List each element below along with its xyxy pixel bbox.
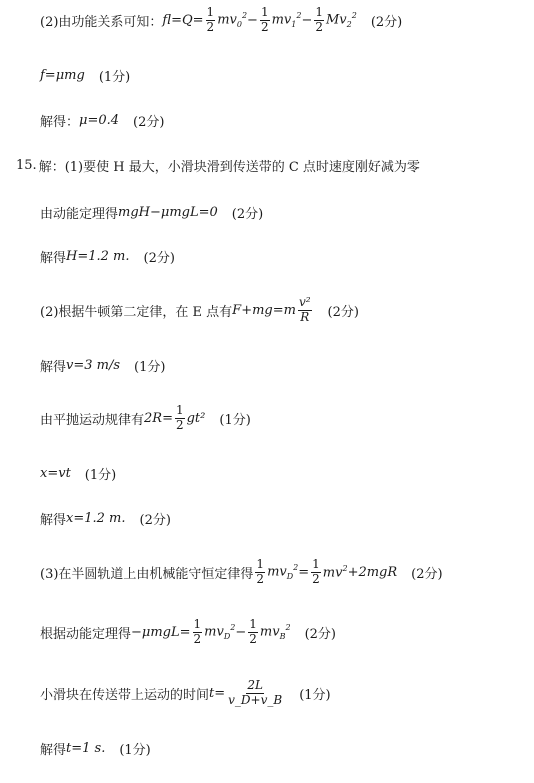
line-11 (40, 498, 171, 538)
line-1-eq: fl=Q= (162, 12, 204, 28)
line-9-eq: 2R= (144, 410, 173, 426)
line-14-eq: t= (209, 685, 226, 701)
line-5-prefix: 由动能定理得 (40, 206, 119, 222)
score: (2分) (327, 304, 359, 320)
half-fraction: $\frac{1}{2}$ (260, 5, 269, 34)
term-b: $mv_B^2$ (259, 623, 291, 641)
line-11-eq: x=1.2 m. (66, 510, 126, 526)
line-1: (2)由功能关系可知： fl=Q= $\frac{1}{2}$ $mv_0^2$ − $\frac{1}{2}$ $mv_1^2$ − $\frac{1}{2}$ $Mv_2^2$ (2分) (40, 5, 403, 34)
line-15-eq: t=1 s. (66, 740, 106, 756)
half-fraction: $\frac{1}{2}$ (249, 617, 257, 646)
term-2: $mv_1^2$ (271, 11, 302, 29)
line-6-prefix: 解得 (40, 250, 67, 266)
line-3 (40, 100, 164, 140)
line-13: 根据动能定理得 −μmgL= $\frac{1}{2}$ $mv_D^2$ − $\frac{1}{2}$ $mv_B^2$ (2分) (40, 617, 336, 646)
term-d: $mv_D^2$ (267, 563, 299, 581)
line-11-prefix: 解得 (40, 512, 67, 528)
half-fraction: $\frac{1}{2}$ (312, 557, 320, 586)
half-fraction: $\frac{1}{2}$ (206, 5, 215, 34)
line-12-tail: +2mgR (347, 564, 398, 580)
line-12: (3)在半圆轨道上由机械能守恒定律得 $\frac{1}{2}$ $mv_D^2$ = $\frac{1}{2}$ $mv^2$ +2mgR (2分) (40, 557, 443, 586)
term-1: $mv_0^2$ (217, 11, 248, 29)
score: (2分) (411, 566, 443, 582)
line-8-eq: v=3 m/s (66, 357, 121, 373)
score: (1分) (98, 69, 131, 85)
score: (2分) (139, 512, 171, 528)
question-number: 15. (16, 157, 37, 173)
term-v: $mv^2$ (322, 563, 348, 581)
term-3: $Mv_2^2$ (326, 11, 357, 29)
term-d: $mv_D^2$ (204, 623, 236, 641)
score: (1分) (84, 467, 117, 483)
line-14 (40, 673, 331, 713)
line-10-eq: x=vt (40, 465, 71, 481)
score: (1分) (134, 359, 166, 375)
half-fraction: $\frac{1}{2}$ (193, 617, 202, 646)
line-2 (40, 55, 130, 95)
line-10 (40, 453, 116, 493)
line-15 (40, 728, 151, 768)
time-fraction: $\frac{2L}{v\_D+v\_B}$ (228, 678, 283, 707)
line-13-eq: −μmgL= (131, 624, 191, 640)
score: (1分) (219, 412, 251, 428)
line-7 (40, 290, 359, 330)
line-2-eq: f=μmg (40, 67, 85, 83)
half-fraction: $\frac{1}{2}$ (315, 5, 323, 34)
score: (2分) (304, 626, 336, 642)
line-1-prefix: (2)由功能关系可知： (40, 14, 163, 30)
line-3-prefix: 解得： (40, 114, 80, 130)
line-9-prefix: 由平抛运动规律有 (40, 412, 145, 428)
line-9 (40, 398, 251, 438)
line-3-eq: μ=0.4 (79, 112, 120, 128)
line-13-prefix: 根据动能定理得 (40, 626, 132, 642)
line-5-eq: mgH−μmgL=0 (118, 204, 218, 220)
line-5 (40, 192, 263, 232)
score: (2分) (370, 14, 403, 30)
score: (2分) (231, 206, 264, 222)
line-14-prefix: 小滑块在传送带上运动的时间 (40, 687, 210, 703)
line-6 (40, 236, 175, 276)
line-9-tail: gt² (186, 410, 206, 426)
half-fraction: $\frac{1}{2}$ (256, 557, 265, 586)
line-7-prefix: (2)根据牛顿第二定律，在 E 点有 (40, 304, 233, 320)
score: (1分) (119, 742, 151, 758)
line-4-text: 解：(1)要使 H 最大，小滑块滑到传送带的 C 点时速度刚好减为零 (38, 159, 420, 175)
score: (1分) (299, 687, 331, 703)
line-6-eq: H=1.2 m. (66, 248, 130, 264)
line-12-prefix: (3)在半圆轨道上由机械能守恒定律得 (40, 566, 254, 582)
line-15-prefix: 解得 (40, 742, 67, 758)
score: (2分) (133, 114, 165, 130)
v2-over-r-fraction: $\frac{\text{v²}}{R}$ (298, 295, 311, 324)
half-fraction: $\frac{1}{2}$ (175, 403, 184, 432)
line-7-eq: F+mg=m (232, 302, 296, 318)
line-4 (16, 145, 420, 185)
line-8 (40, 345, 165, 385)
line-8-prefix: 解得 (40, 359, 67, 375)
score: (2分) (143, 250, 175, 266)
